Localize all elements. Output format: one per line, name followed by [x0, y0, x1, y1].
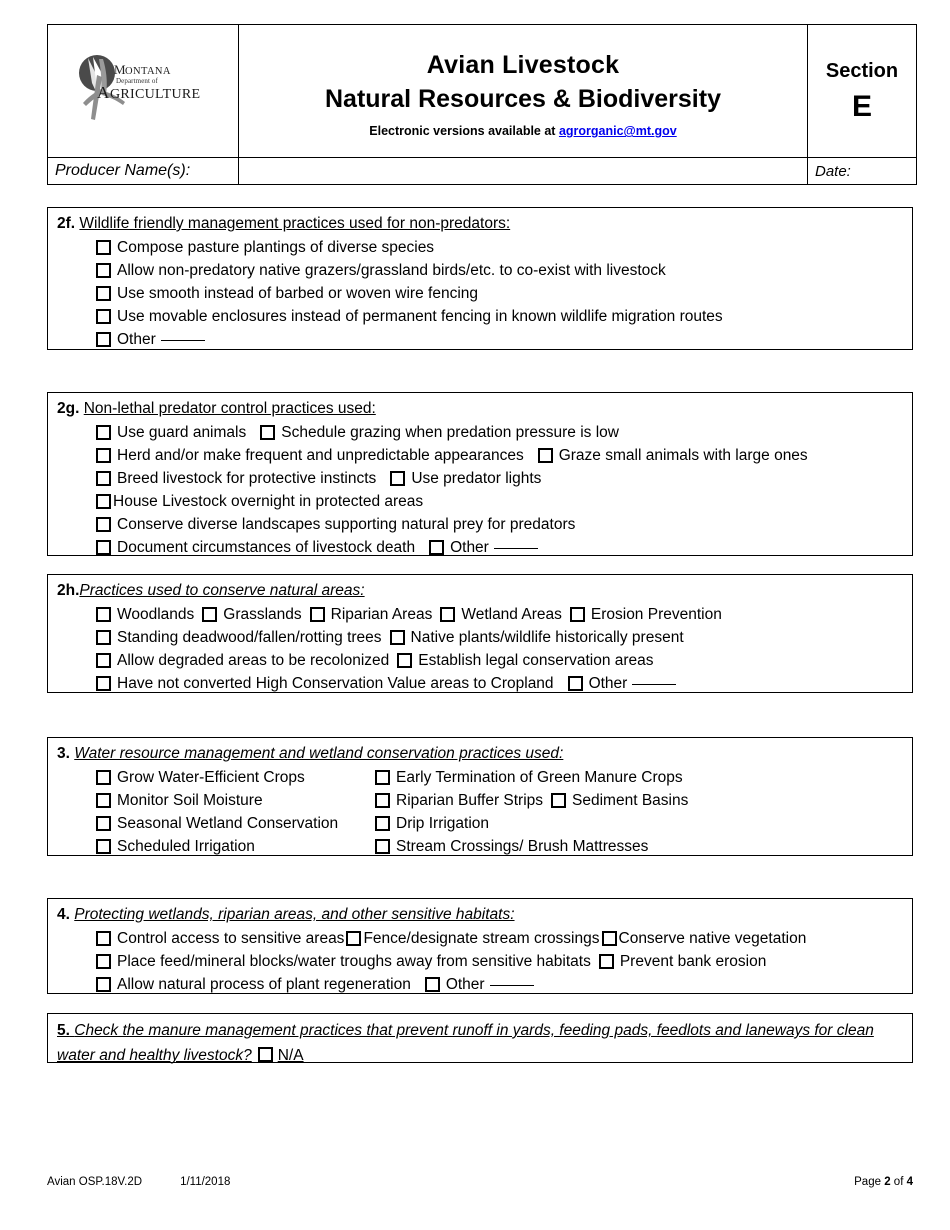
other-write-in-field[interactable] [632, 672, 676, 685]
option-label: Grasslands [223, 605, 302, 623]
option-label: Sediment Basins [572, 791, 689, 809]
option-label: Seasonal Wetland Conservation [117, 814, 339, 832]
option-row [57, 766, 904, 789]
option-label: Establish legal conservation areas [418, 651, 654, 669]
footer-page-total: 4 [906, 1176, 913, 1188]
option-row [57, 328, 904, 351]
question-box-4 [47, 898, 913, 994]
option-row [57, 649, 904, 672]
question-3-number: 3. [57, 745, 70, 762]
option-label: Woodlands [117, 605, 195, 623]
producer-name-input[interactable] [239, 158, 808, 185]
footer-page-prefix: Page [854, 1176, 885, 1188]
checkbox[interactable] [96, 653, 111, 668]
question-2g-options [57, 421, 904, 559]
checkbox[interactable] [202, 607, 217, 622]
option-label: Use guard animals [117, 423, 247, 441]
checkbox[interactable] [96, 607, 111, 622]
date-label: Date: [808, 158, 917, 185]
checkbox[interactable] [96, 931, 111, 946]
option-label: Use predator lights [411, 469, 542, 487]
question-2g-title: Non-lethal predator control practices used: [83, 400, 376, 417]
montana-dept-agriculture-logo-icon [68, 51, 218, 127]
option-label: Place feed/mineral blocks/water troughs away from sensitive habitats [117, 952, 591, 970]
option-label: Riparian Areas [330, 605, 433, 623]
question-2f-title: Wildlife friendly management practices used for non-predators: [79, 215, 511, 232]
checkbox[interactable] [375, 816, 390, 831]
title-cell [239, 25, 808, 158]
checkbox[interactable] [570, 607, 585, 622]
option-row [57, 421, 904, 444]
checkbox[interactable] [96, 286, 111, 301]
option-label: Other [588, 674, 628, 692]
option-row [57, 490, 904, 513]
svg-text:ONTANA: ONTANA [125, 65, 171, 77]
option-label: Conserve diverse landscapes supporting natural prey for predators [117, 515, 576, 533]
subtitle-prefix-text: Electronic versions available at [369, 124, 559, 139]
option-row [57, 259, 904, 282]
producer-name-label: Producer Name(s): [48, 158, 239, 185]
checkbox[interactable] [425, 977, 440, 992]
question-2f-options [57, 236, 904, 351]
question-2g-header [57, 399, 904, 420]
question-box-2h [47, 574, 913, 693]
checkbox[interactable] [346, 931, 361, 946]
svg-text:GRICULTURE: GRICULTURE [110, 86, 201, 102]
option-label: Use smooth instead of barbed or woven wire fencing [117, 284, 479, 302]
option-label: Graze small animals with large ones [558, 446, 808, 464]
svg-text:M: M [114, 61, 126, 77]
other-write-in-field[interactable] [494, 536, 538, 549]
question-2h-header [57, 581, 904, 602]
svg-text:A: A [97, 82, 110, 102]
checkbox-na[interactable] [258, 1047, 273, 1062]
question-2h-title: Practices used to conserve natural areas: [79, 582, 365, 599]
document-subtitle [239, 124, 807, 138]
option-label: Use movable enclosures instead of permanent fencing in known wildlife migration routes [117, 307, 723, 325]
option-label: Early Termination of Green Manure Crops [396, 768, 683, 786]
footer-document-id: Avian OSP.18V.2D [47, 1176, 143, 1188]
question-5-na-label: N/A [277, 1047, 304, 1064]
option-label: Riparian Buffer Strips [396, 791, 544, 809]
section-cell [808, 25, 917, 158]
checkbox[interactable] [397, 653, 412, 668]
checkbox[interactable] [551, 793, 566, 808]
option-label: Compose pasture plantings of diverse species [117, 238, 435, 256]
option-label: Allow natural process of plant regeneration [117, 975, 411, 993]
checkbox[interactable] [602, 931, 617, 946]
checkbox[interactable] [375, 770, 390, 785]
footer-page-current: 2 [884, 1176, 891, 1188]
option-row [57, 927, 904, 950]
option-label: Prevent bank erosion [619, 952, 767, 970]
footer-date: 1/11/2018 [180, 1176, 231, 1188]
option-label: Conserve native vegetation [618, 929, 807, 947]
question-4-number: 4. [57, 906, 70, 923]
option-row [57, 536, 904, 559]
checkbox[interactable] [96, 448, 111, 463]
checkbox[interactable] [96, 954, 111, 969]
page-footer [47, 1176, 913, 1188]
document-title-line-1: Avian Livestock [426, 50, 620, 79]
option-row [57, 513, 904, 536]
checkbox[interactable] [96, 793, 111, 808]
option-row [57, 789, 904, 812]
option-row [57, 236, 904, 259]
question-5-body: Check the manure management practices that prevent runoff in yards, feeding pads, feedlots and laneways for clean water and healthy livestock? [57, 1022, 874, 1064]
option-label: Allow degraded areas to be recolonized [117, 651, 390, 669]
footer-page-number [854, 1176, 913, 1188]
option-label: Grow Water-Efficient Crops [117, 768, 305, 786]
document-header-table [47, 24, 917, 185]
option-label: Allow non-predatory native grazers/grassland birds/etc. to co-exist with livestock [117, 261, 666, 279]
checkbox[interactable] [96, 839, 111, 854]
document-title-line-2: Natural Resources & Biodiversity [325, 85, 721, 113]
option-label: Control access to sensitive areas [117, 929, 345, 947]
option-row [57, 950, 904, 973]
checkbox[interactable] [96, 471, 111, 486]
other-write-in-field[interactable] [490, 973, 534, 986]
question-2f-number: 2f. [57, 215, 76, 232]
checkbox[interactable] [96, 494, 111, 509]
option-label: Other [117, 330, 156, 348]
option-label: Herd and/or make frequent and unpredictable appearances [117, 446, 524, 464]
checkbox[interactable] [390, 471, 405, 486]
checkbox[interactable] [375, 839, 390, 854]
option-label: Breed livestock for protective instincts [117, 469, 377, 487]
checkbox[interactable] [96, 263, 111, 278]
checkbox[interactable] [429, 540, 444, 555]
checkbox[interactable] [96, 770, 111, 785]
other-write-in-field[interactable] [161, 328, 205, 341]
checkbox[interactable] [260, 425, 275, 440]
checkbox[interactable] [538, 448, 553, 463]
question-box-3 [47, 737, 913, 856]
question-box-5 [47, 1013, 913, 1063]
option-label: Schedule grazing when predation pressure is low [281, 423, 619, 441]
question-5-number: 5. [57, 1022, 70, 1039]
question-2h-options [57, 603, 904, 695]
option-row [57, 467, 904, 490]
option-label: Other [450, 538, 489, 556]
option-label: Erosion Prevention [590, 605, 722, 623]
section-word-label: Section [825, 59, 899, 82]
checkbox[interactable] [96, 309, 111, 324]
svg-text:Department of: Department of [116, 76, 158, 85]
option-label: Have not converted High Conservation Value areas to Cropland [117, 674, 554, 692]
question-box-2g [47, 392, 913, 556]
option-row [57, 672, 904, 695]
question-3-options [57, 766, 904, 858]
option-row [57, 812, 904, 835]
checkbox[interactable] [96, 630, 111, 645]
option-label: Scheduled Irrigation [117, 837, 255, 855]
checkbox[interactable] [96, 816, 111, 831]
footer-page-middle: of [890, 1176, 907, 1188]
option-label: Other [445, 975, 485, 993]
checkbox[interactable] [390, 630, 405, 645]
checkbox[interactable] [96, 517, 111, 532]
checkbox[interactable] [96, 676, 111, 691]
option-label: House Livestock overnight in protected areas [113, 492, 424, 510]
option-row [57, 305, 904, 328]
question-3-title: Water resource management and wetland conservation practices used: [74, 745, 564, 762]
option-label: Monitor Soil Moisture [117, 791, 263, 809]
question-4-options [57, 927, 904, 996]
option-label: Native plants/wildlife historically present [410, 628, 684, 646]
question-5-text [57, 1018, 904, 1068]
option-label: Drip Irrigation [396, 814, 490, 832]
option-row [57, 444, 904, 467]
question-4-header [57, 905, 904, 926]
checkbox[interactable] [310, 607, 325, 622]
checkbox[interactable] [96, 977, 111, 992]
question-2f-header [57, 214, 904, 235]
checkbox[interactable] [96, 540, 111, 555]
section-letter-value: E [851, 89, 872, 123]
checkbox[interactable] [599, 954, 614, 969]
option-row [57, 282, 904, 305]
question-2h-number: 2h. [57, 582, 80, 599]
option-row [57, 603, 904, 626]
option-row [57, 973, 904, 996]
checkbox[interactable] [96, 332, 111, 347]
question-4-title: Protecting wetlands, riparian areas, and other sensitive habitats: [74, 906, 515, 923]
email-link[interactable]: agrorganic@mt.gov [558, 124, 677, 139]
option-label: Stream Crossings/ Brush Mattresses [396, 837, 649, 855]
checkbox[interactable] [375, 793, 390, 808]
option-label: Standing deadwood/fallen/rotting trees [117, 628, 382, 646]
option-label: Fence/designate stream crossings [363, 929, 600, 947]
checkbox[interactable] [440, 607, 455, 622]
question-3-header [57, 744, 904, 765]
question-box-2f [47, 207, 913, 350]
checkbox[interactable] [96, 240, 111, 255]
checkbox[interactable] [568, 676, 583, 691]
option-row [57, 626, 904, 649]
question-2g-number: 2g. [57, 400, 80, 417]
logo-cell [48, 25, 239, 158]
option-label: Wetland Areas [461, 605, 562, 623]
option-row [57, 835, 904, 858]
option-label: Document circumstances of livestock death [117, 538, 416, 556]
checkbox[interactable] [96, 425, 111, 440]
